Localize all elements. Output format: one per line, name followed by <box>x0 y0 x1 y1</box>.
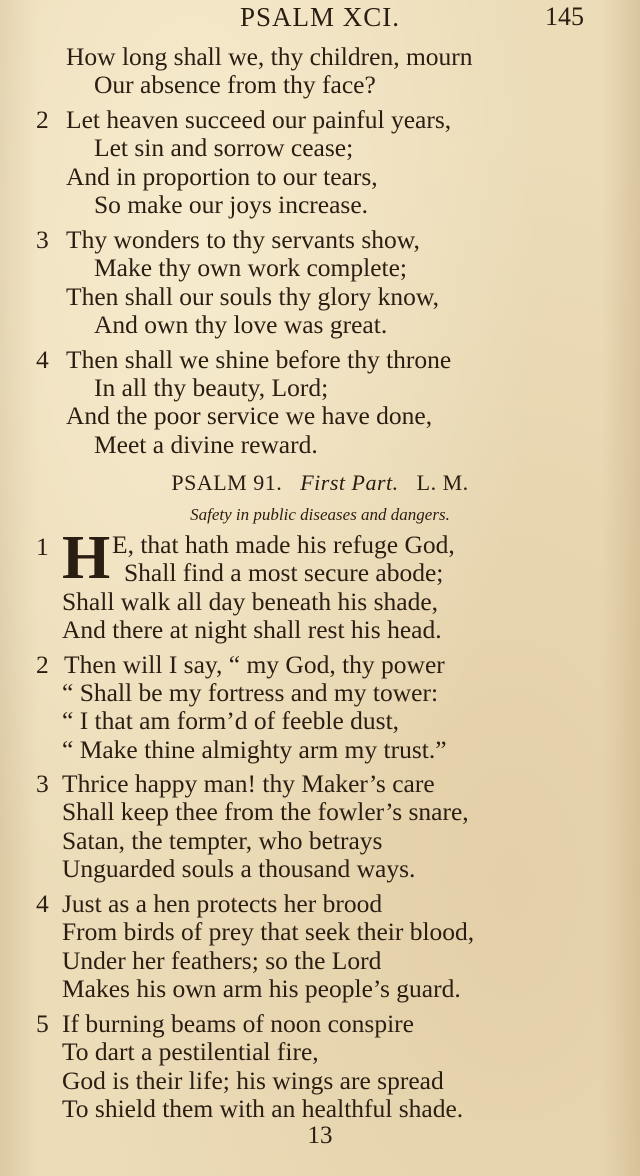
verse-line: Shall find a most secure abode; <box>124 558 444 587</box>
verse-number: 2 <box>36 105 49 134</box>
verse-line: And the poor service we have done, <box>66 401 433 430</box>
verse-line: And in proportion to our tears, <box>66 162 378 191</box>
verse-number: 4 <box>36 889 49 918</box>
verse-number: 4 <box>36 345 49 374</box>
verse-number: 3 <box>36 225 49 254</box>
verse-line: So make our joys increase. <box>94 190 369 219</box>
verse-line: E, that hath made his refuge God, <box>112 530 455 559</box>
psalm-meter: L. M. <box>416 470 469 495</box>
psalm-part: First Part. <box>300 470 399 495</box>
verse-line: To shield them with an healthful shade. <box>62 1094 464 1123</box>
verse-number: 5 <box>36 1009 49 1038</box>
verse-number: 2 <box>36 650 49 679</box>
verse-number: 1 <box>36 532 49 561</box>
psalm-subtitle: Safety in public diseases and dangers. <box>190 505 450 524</box>
verse-line: Shall walk all day beneath his shade, <box>62 587 439 616</box>
verse-line: If burning beams of noon conspire <box>62 1009 414 1038</box>
psalm-heading <box>0 470 640 496</box>
verse-line: Thrice happy man! thy Maker’s care <box>62 769 435 798</box>
verse-line: Then will I say, “ my God, thy power <box>64 650 445 679</box>
verse-line: Shall keep thee from the fowler’s snare, <box>62 797 469 826</box>
verse-line: Makes his own arm his people’s guard. <box>62 974 461 1003</box>
verse-line: And there at night shall rest his head. <box>62 615 442 644</box>
verse-number: 3 <box>36 769 49 798</box>
verse-line: Let sin and sorrow cease; <box>94 133 354 162</box>
verse-line: Then shall our souls thy glory know, <box>66 282 440 311</box>
verse-line: In all thy beauty, Lord; <box>94 373 329 402</box>
verse-line: “ Make thine almighty arm my trust.” <box>62 735 447 764</box>
drop-cap: H <box>62 524 111 592</box>
psalm-title: PSALM 91. <box>171 470 283 495</box>
verse-line: Our absence from thy face? <box>94 70 376 99</box>
verse-line: God is their life; his wings are spread <box>62 1066 444 1095</box>
verse-line: Satan, the tempter, who betrays <box>62 826 383 855</box>
verse-line: Make thy own work complete; <box>94 253 408 282</box>
verse-line: Then shall we shine before thy throne <box>66 345 452 374</box>
verse-line: And own thy love was great. <box>94 310 388 339</box>
verse-line: Let heaven succeed our painful years, <box>66 105 452 134</box>
page-number: 145 <box>545 2 584 31</box>
running-head: PSALM XCI. <box>239 2 401 32</box>
verse-line: Just as a hen protects her brood <box>62 889 383 918</box>
verse-line: Thy wonders to thy servants show, <box>66 225 420 254</box>
verse-line: Under her feathers; so the Lord <box>62 946 382 975</box>
verse-line: “ I that am form’d of feeble dust, <box>62 706 400 735</box>
signature-mark: 13 <box>307 1122 333 1149</box>
page-header <box>0 2 640 38</box>
verse-line: Meet a divine reward. <box>94 430 318 459</box>
verse-line: From birds of prey that seek their blood, <box>62 917 475 946</box>
verse-line: To dart a pestilential fire, <box>62 1037 319 1066</box>
verse-line: How long shall we, thy children, mourn <box>66 42 473 71</box>
verse-line: “ Shall be my fortress and my tower: <box>62 678 439 707</box>
verse-line: Unguarded souls a thousand ways. <box>62 854 416 883</box>
